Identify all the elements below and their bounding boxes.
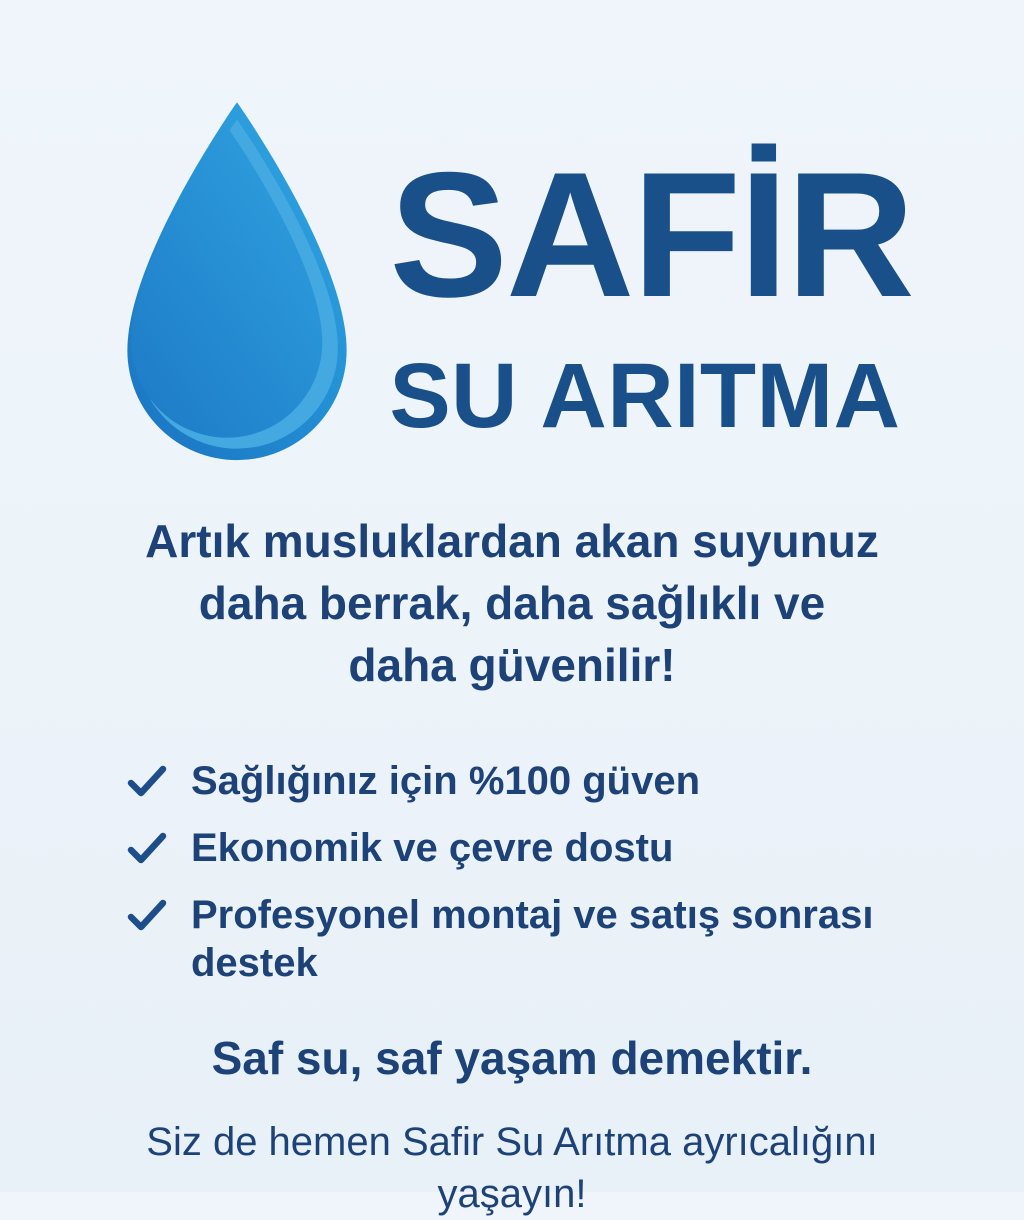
- feature-list: [127, 757, 897, 987]
- logo-text: [389, 96, 913, 447]
- feature-label-line: destek: [191, 940, 318, 985]
- feature-label: [191, 824, 673, 872]
- feature-item-ekonomik: [127, 824, 897, 872]
- brand-subtitle: SU ARITMA: [389, 345, 901, 447]
- feature-item-guven: [127, 757, 897, 805]
- feature-label: [191, 757, 700, 805]
- headline-line-2: daha berrak, daha sağlıklı ve: [198, 577, 826, 629]
- feature-label-line: Profesyonel montaj ve satış sonrası: [191, 892, 874, 937]
- checkmark-icon: [127, 764, 167, 798]
- logo: [111, 96, 912, 474]
- brand-name: SAFİR: [389, 135, 913, 334]
- headline: [145, 510, 879, 696]
- cta-text: [146, 1116, 877, 1220]
- headline-line-1: Artık musluklardan akan suyunuz: [145, 515, 879, 567]
- water-drop-icon: [111, 96, 363, 474]
- cta-line-2: yaşayın!: [437, 1172, 587, 1216]
- feature-label-line: Ekonomik ve çevre dostu: [191, 825, 674, 870]
- headline-line-3: daha güvenilir!: [348, 639, 676, 691]
- feature-label-line: Sağlığınız için %100 güven: [191, 758, 701, 803]
- checkmark-icon: [127, 831, 167, 865]
- feature-label: [191, 891, 873, 987]
- tagline: Saf su, saf yaşam demektir.: [211, 1031, 813, 1084]
- checkmark-icon: [127, 898, 167, 932]
- cta-line-1: Siz de hemen Safir Su Arıtma ayrıcalığını: [146, 1120, 878, 1164]
- feature-item-montaj: [127, 891, 897, 987]
